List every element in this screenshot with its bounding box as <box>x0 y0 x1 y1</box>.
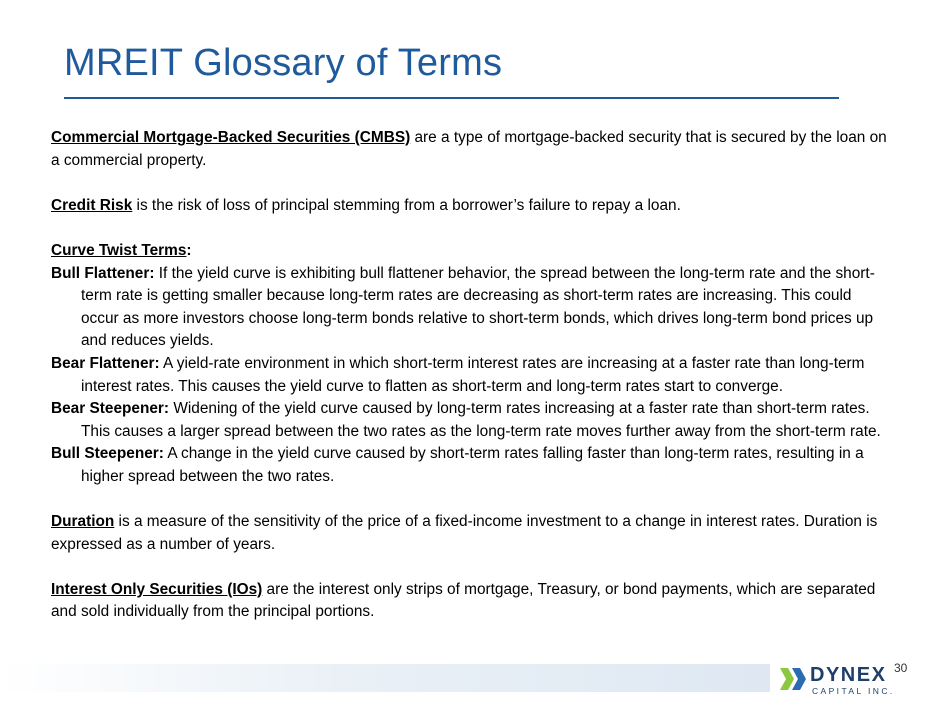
logo-subtitle: CAPITAL INC. <box>812 686 895 696</box>
glossary-entry-curve-twist <box>51 240 891 263</box>
footer-band <box>0 664 770 692</box>
subterm-bear-flattener: Bear Flattener: <box>51 354 160 372</box>
page-title: MREIT Glossary of Terms <box>64 42 503 84</box>
definition-ios: are the interest only strips of mortgage, Treasury, or bond payments, which are separated and sold individually from the principal portions. <box>51 580 876 621</box>
subdefinition-bear-steepener: Widening of the yield curve caused by long-term rates increasing at a faster rate than short-term rates. This causes a larger spread between the two rates as the long-term rate moves further away from the short-term rate. <box>81 400 881 440</box>
term-curve-twist: Curve Twist Terms <box>51 241 187 259</box>
subdefinition-bear-flattener: A yield-rate environment in which short-term interest rates are increasing at a faster rate than long-term interest rates. This causes the yield curve to flatten as short-term and long-term rates start to converge. <box>81 354 865 395</box>
glossary-entry-ios <box>51 579 891 624</box>
glossary-entry-cmbs <box>51 127 891 172</box>
subterm-bear-steepener: Bear Steepener: <box>51 400 170 418</box>
subentry-bull-flattener <box>51 263 891 353</box>
definition-cmbs: are a type of mortgage-backed security that is secured by the loan on a commercial property. <box>51 129 887 169</box>
logo-wordmark: DYNEX <box>810 664 887 686</box>
subterm-bull-steepener: Bull Steepener: <box>51 445 164 463</box>
term-cmbs: Commercial Mortgage-Backed Securities (CMBS) <box>51 129 411 146</box>
definition-duration: is a measure of the sensitivity of the price of a fixed-income investment to a change in interest rates. Duration is expressed as a number of years. <box>51 513 878 553</box>
logo-mark-icon <box>780 666 806 692</box>
term-ios: Interest Only Securities (IOs) <box>51 580 263 598</box>
subentry-bull-steepener <box>51 443 891 488</box>
subdefinition-bull-flattener: If the yield curve is exhibiting bull flattener behavior, the spread between the long-term rate and the short-term rate is getting smaller because long-term rates are decreasing as short-term rates are increasing. This could occur as more investors choose long-term bonds relative to short-term bonds, which drives long-term bond prices up and reduces yields. <box>81 264 875 350</box>
company-logo <box>780 664 895 696</box>
subentry-bear-flattener <box>51 353 891 398</box>
term-credit-risk: Credit Risk <box>51 196 133 214</box>
subdefinition-bull-steepener: A change in the yield curve caused by short-term rates falling faster than long-term rates, resulting in a higher spread between the two rates. <box>81 445 864 485</box>
term-duration: Duration <box>51 513 115 531</box>
curve-twist-colon: : <box>186 241 192 259</box>
subentry-bear-steepener <box>51 398 891 443</box>
glossary-body <box>51 127 891 624</box>
glossary-entry-credit-risk <box>51 195 891 218</box>
subterm-bull-flattener: Bull Flattener: <box>51 264 155 282</box>
title-divider <box>64 97 839 99</box>
page-number: 30 <box>894 661 908 675</box>
definition-credit-risk: is the risk of loss of principal stemming from a borrower’s failure to repay a loan. <box>132 196 681 214</box>
glossary-entry-duration <box>51 511 891 556</box>
